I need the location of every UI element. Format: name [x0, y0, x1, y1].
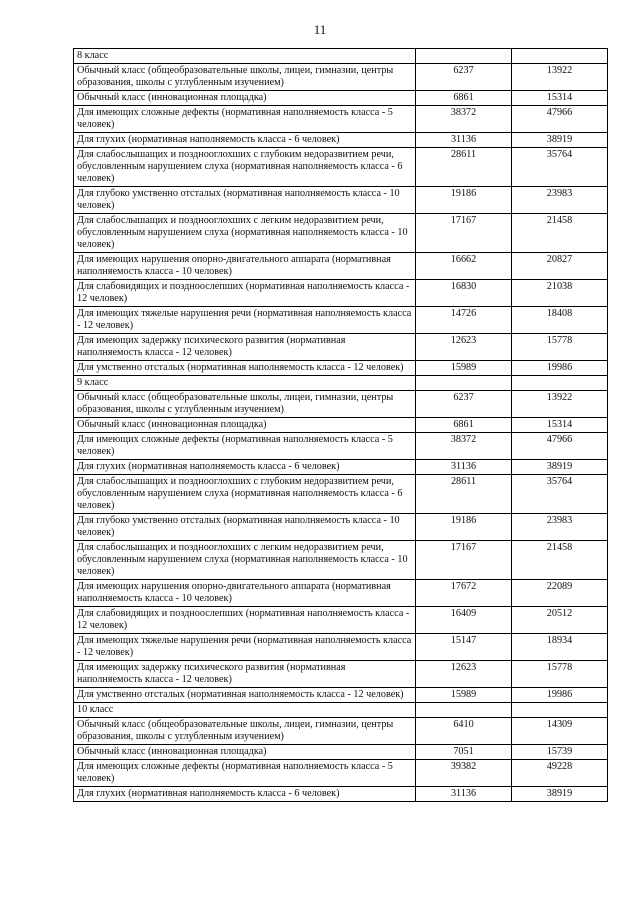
- table-row: [74, 334, 608, 361]
- class-type-cell: Для глухих (нормативная наполняемость класса - 6 человек): [74, 133, 416, 148]
- table-row: [74, 64, 608, 91]
- value-cell-2: 21458: [512, 541, 608, 580]
- table-row: [74, 760, 608, 787]
- class-type-cell: Для имеющих тяжелые нарушения речи (нормативная наполняемость класса - 12 человек): [74, 307, 416, 334]
- class-type-cell: Для имеющих сложные дефекты (нормативная наполняемость класса - 5 человек): [74, 760, 416, 787]
- value-cell-1: 6237: [416, 64, 512, 91]
- table-row: [74, 745, 608, 760]
- class-type-cell: Для умственно отсталых (нормативная наполняемость класса - 12 человек): [74, 361, 416, 376]
- table-row: [74, 460, 608, 475]
- value-cell-1: 31136: [416, 787, 512, 802]
- table-row: [74, 607, 608, 634]
- value-cell-1: 38372: [416, 106, 512, 133]
- value-cell-2: 14309: [512, 718, 608, 745]
- value-cell-2: 15778: [512, 661, 608, 688]
- table-row: [74, 514, 608, 541]
- value-cell-2: 19986: [512, 688, 608, 703]
- table-row: [74, 787, 608, 802]
- section-header-row: [74, 703, 608, 718]
- value-cell-2: 35764: [512, 148, 608, 187]
- value-cell-1: 16830: [416, 280, 512, 307]
- class-type-cell: Для имеющих тяжелые нарушения речи (нормативная наполняемость класса - 12 человек): [74, 634, 416, 661]
- class-type-cell: Обычный класс (инновационная площадка): [74, 91, 416, 106]
- section-header-row: [74, 376, 608, 391]
- value-cell-2: 21458: [512, 214, 608, 253]
- value-cell-1: 15147: [416, 634, 512, 661]
- value-cell-2: 15739: [512, 745, 608, 760]
- value-cell-2: 47966: [512, 433, 608, 460]
- class-type-cell: Для глухих (нормативная наполняемость класса - 6 человек): [74, 787, 416, 802]
- value-cell-1: 15989: [416, 688, 512, 703]
- table-row: [74, 475, 608, 514]
- value-cell-2: 38919: [512, 460, 608, 475]
- value-cell-1: 31136: [416, 133, 512, 148]
- value-cell-2: 35764: [512, 475, 608, 514]
- value-cell-1: 7051: [416, 745, 512, 760]
- value-cell-1: 6861: [416, 418, 512, 433]
- table-row: [74, 361, 608, 376]
- value-cell-1: 12623: [416, 334, 512, 361]
- value-cell-1: 6237: [416, 391, 512, 418]
- value-cell-2: 19986: [512, 361, 608, 376]
- table-row: [74, 307, 608, 334]
- cost-table-body: [74, 49, 608, 802]
- table-row: [74, 280, 608, 307]
- section-label: 8 класс: [74, 49, 416, 64]
- section-empty-cell-2: [512, 376, 608, 391]
- class-type-cell: Для имеющих задержку психического развития (нормативная наполняемость класса - 12 человек): [74, 661, 416, 688]
- class-type-cell: Обычный класс (общеобразовательные школы, лицеи, гимназии, центры образования, школы с углубленным изучением): [74, 64, 416, 91]
- value-cell-1: 19186: [416, 514, 512, 541]
- value-cell-2: 15314: [512, 91, 608, 106]
- class-type-cell: Для глубоко умственно отсталых (нормативная наполняемость класса - 10 человек): [74, 187, 416, 214]
- class-type-cell: Для умственно отсталых (нормативная наполняемость класса - 12 человек): [74, 688, 416, 703]
- value-cell-2: 15314: [512, 418, 608, 433]
- value-cell-2: 20512: [512, 607, 608, 634]
- class-type-cell: Для слабовидящих и поздноослепших (нормативная наполняемость класса - 12 человек): [74, 280, 416, 307]
- value-cell-2: 13922: [512, 64, 608, 91]
- value-cell-2: 38919: [512, 133, 608, 148]
- class-type-cell: Для слабослышащих и позднооглохших с глубоким недоразвитием речи, обусловленным нарушением слуха (нормативная наполняемость класса - 6 человек): [74, 475, 416, 514]
- value-cell-1: 31136: [416, 460, 512, 475]
- value-cell-2: 13922: [512, 391, 608, 418]
- value-cell-2: 22089: [512, 580, 608, 607]
- value-cell-1: 6861: [416, 91, 512, 106]
- section-empty-cell-1: [416, 703, 512, 718]
- value-cell-1: 17167: [416, 214, 512, 253]
- class-type-cell: Обычный класс (инновационная площадка): [74, 745, 416, 760]
- class-type-cell: Для глубоко умственно отсталых (нормативная наполняемость класса - 10 человек): [74, 514, 416, 541]
- page-number: 11: [313, 22, 327, 37]
- class-type-cell: Для имеющих задержку психического развития (нормативная наполняемость класса - 12 человек): [74, 334, 416, 361]
- value-cell-1: 38372: [416, 433, 512, 460]
- value-cell-1: 14726: [416, 307, 512, 334]
- table-row: [74, 433, 608, 460]
- table-row: [74, 106, 608, 133]
- table-row: [74, 187, 608, 214]
- section-empty-cell-1: [416, 376, 512, 391]
- section-empty-cell-1: [416, 49, 512, 64]
- value-cell-1: 16409: [416, 607, 512, 634]
- value-cell-2: 38919: [512, 787, 608, 802]
- value-cell-2: 20827: [512, 253, 608, 280]
- value-cell-1: 12623: [416, 661, 512, 688]
- class-type-cell: Для глухих (нормативная наполняемость класса - 6 человек): [74, 460, 416, 475]
- value-cell-2: 15778: [512, 334, 608, 361]
- section-empty-cell-2: [512, 703, 608, 718]
- value-cell-1: 19186: [416, 187, 512, 214]
- cost-table: [73, 48, 608, 802]
- value-cell-1: 39382: [416, 760, 512, 787]
- value-cell-2: 18408: [512, 307, 608, 334]
- value-cell-2: 49228: [512, 760, 608, 787]
- class-type-cell: Для имеющих нарушения опорно-двигательного аппарата (нормативная наполняемость класса - 10 человек): [74, 253, 416, 280]
- class-type-cell: Обычный класс (общеобразовательные школы, лицеи, гимназии, центры образования, школы с углубленным изучением): [74, 391, 416, 418]
- section-label: 10 класс: [74, 703, 416, 718]
- value-cell-2: 21038: [512, 280, 608, 307]
- value-cell-1: 6410: [416, 718, 512, 745]
- table-row: [74, 634, 608, 661]
- class-type-cell: Для имеющих нарушения опорно-двигательного аппарата (нормативная наполняемость класса - 10 человек): [74, 580, 416, 607]
- table-row: [74, 580, 608, 607]
- value-cell-1: 28611: [416, 148, 512, 187]
- value-cell-2: 23983: [512, 514, 608, 541]
- class-type-cell: Обычный класс (инновационная площадка): [74, 418, 416, 433]
- table-row: [74, 214, 608, 253]
- value-cell-2: 23983: [512, 187, 608, 214]
- class-type-cell: Для имеющих сложные дефекты (нормативная наполняемость класса - 5 человек): [74, 433, 416, 460]
- value-cell-1: 15989: [416, 361, 512, 376]
- section-header-row: [74, 49, 608, 64]
- value-cell-2: 18934: [512, 634, 608, 661]
- table-row: [74, 541, 608, 580]
- class-type-cell: Для имеющих сложные дефекты (нормативная наполняемость класса - 5 человек): [74, 106, 416, 133]
- table-row: [74, 418, 608, 433]
- table-row: [74, 253, 608, 280]
- value-cell-1: 28611: [416, 475, 512, 514]
- class-type-cell: Для слабослышащих и позднооглохших с легким недоразвитием речи, обусловленным нарушением слуха (нормативная наполняемость класса - 10 человек): [74, 541, 416, 580]
- class-type-cell: Для слабослышащих и позднооглохших с легким недоразвитием речи, обусловленным нарушением слуха (нормативная наполняемость класса - 10 человек): [74, 214, 416, 253]
- table-row: [74, 91, 608, 106]
- table-row: [74, 661, 608, 688]
- table-row: [74, 391, 608, 418]
- section-label: 9 класс: [74, 376, 416, 391]
- table-row: [74, 688, 608, 703]
- value-cell-2: 47966: [512, 106, 608, 133]
- section-empty-cell-2: [512, 49, 608, 64]
- class-type-cell: Обычный класс (общеобразовательные школы, лицеи, гимназии, центры образования, школы с углубленным изучением): [74, 718, 416, 745]
- table-row: [74, 718, 608, 745]
- value-cell-1: 17167: [416, 541, 512, 580]
- table-row: [74, 133, 608, 148]
- class-type-cell: Для слабослышащих и позднооглохших с глубоким недоразвитием речи, обусловленным нарушением слуха (нормативная наполняемость класса - 6 человек): [74, 148, 416, 187]
- value-cell-1: 16662: [416, 253, 512, 280]
- class-type-cell: Для слабовидящих и поздноослепших (нормативная наполняемость класса - 12 человек): [74, 607, 416, 634]
- value-cell-1: 17672: [416, 580, 512, 607]
- table-row: [74, 148, 608, 187]
